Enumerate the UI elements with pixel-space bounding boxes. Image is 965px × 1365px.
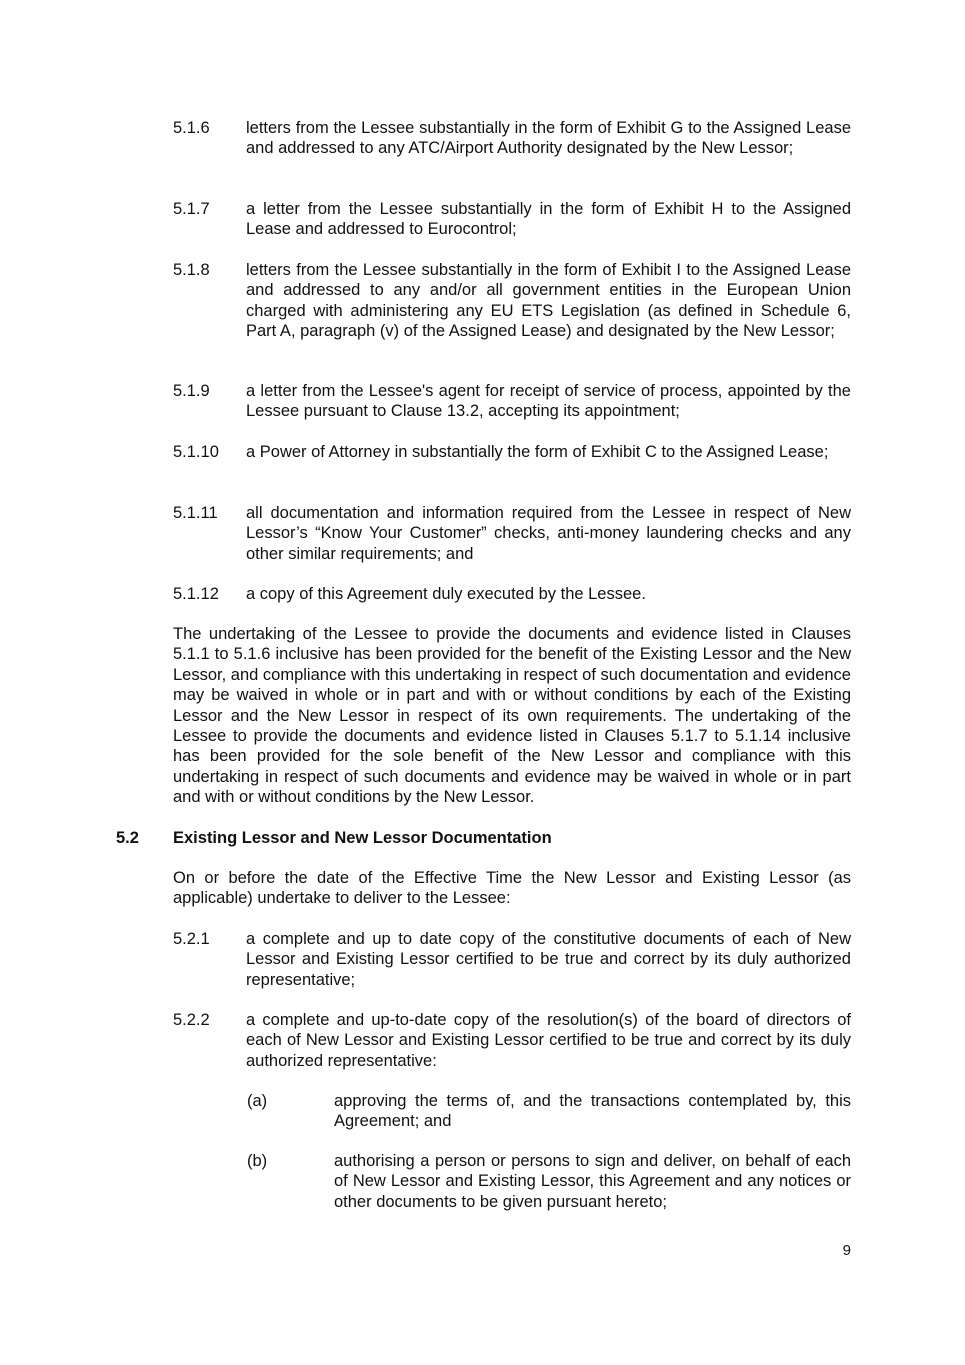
clause-text: a letter from the Lessee substantially in the form of Exhibit H to the Assigned Lease and addressed to Eurocontrol; (246, 200, 851, 239)
clause-5-2-2 (173, 1010, 851, 1071)
subclause-b (247, 1151, 851, 1212)
clause-number: 5.2.1 (173, 930, 210, 948)
clause-5-2-1 (173, 929, 851, 990)
clause-text: a Power of Attorney in substantially the form of Exhibit C to the Assigned Lease; (246, 443, 829, 461)
clause-text: letters from the Lessee substantially in the form of Exhibit G to the Assigned Lease and addressed to any ATC/Airport Authority designated by the New Lessor; (246, 119, 851, 158)
clause-text: a copy of this Agreement duly executed by the Lessee. (246, 585, 646, 603)
clause-5-1-11 (173, 503, 851, 564)
clause-number: 5.1.6 (173, 119, 210, 137)
section-5-2-intro: On or before the date of the Effective Time the New Lessor and Existing Lessor (as applicable) undertake to deliver to the Lessee: (173, 869, 851, 908)
clause-text: a complete and up to date copy of the constitutive documents of each of New Lessor and Existing Lessor certified to be true and correct by its duly authorized representative; (246, 930, 851, 989)
subclause-a (247, 1091, 851, 1132)
clause-5-1-7 (173, 199, 851, 240)
subclause-number: (a) (247, 1092, 268, 1110)
subclause-text: approving the terms of, and the transactions contemplated by, this Agreement; and (334, 1092, 851, 1131)
clause-5-1-10 (173, 442, 851, 462)
clause-number: 5.1.11 (173, 504, 218, 522)
subclause-number: (b) (247, 1152, 268, 1170)
clause-text: a letter from the Lessee's agent for receipt of service of process, appointed by the Lessee pursuant to Clause 13.2, accepting its appointment; (246, 382, 851, 421)
clause-text: a complete and up-to-date copy of the resolution(s) of the board of directors of each of New Lessor and Existing Lessor certified to be true and correct by its duly authorized representative: (246, 1011, 851, 1070)
clause-number: 5.1.10 (173, 443, 219, 461)
section-title: Existing Lessor and New Lessor Documentation (173, 829, 552, 847)
clause-number: 5.1.9 (173, 382, 210, 400)
clause-5-1-6 (173, 118, 851, 159)
clause-number: 5.1.12 (173, 585, 219, 603)
clause-5-1-8 (173, 260, 851, 342)
clause-number: 5.1.7 (173, 200, 210, 218)
clause-text: all documentation and information required from the Lessee in respect of New Lessor’s “Know Your Customer” checks, anti-money laundering checks and any other similar requirements; and (246, 504, 851, 563)
clause-number: 5.1.8 (173, 261, 210, 279)
undertaking-paragraph: The undertaking of the Lessee to provide the documents and evidence listed in Clauses 5.1.1 to 5.1.6 inclusive has been provided for the benefit of the Existing Lessor and the New Lessor, and compliance with this undertaking in respect of such documentation and evidence may be waived in whole or in part and with or without conditions by each of the Existing Lessor and the New Lessor in respect of its own requirements. The undertaking of the Lessee to provide the documents and evidence listed in Clauses 5.1.7 to 5.1.14 inclusive has been provided for the sole benefit of the New Lessor and compliance with this undertaking in respect of such documents and evidence may be waived in whole or in part and with or without conditions by the New Lessor. (173, 625, 851, 807)
subclause-text: authorising a person or persons to sign and deliver, on behalf of each of New Lessor and Existing Lessor, this Agreement and any notices or other documents to be given pursuant hereto; (334, 1152, 851, 1211)
page-number: 9 (842, 1242, 851, 1259)
clause-5-1-12 (173, 584, 851, 604)
clause-5-1-9 (173, 381, 851, 422)
section-number: 5.2 (116, 829, 139, 847)
clause-number: 5.2.2 (173, 1011, 210, 1029)
clause-text: letters from the Lessee substantially in the form of Exhibit I to the Assigned Lease and addressed to any and/or all government entities in the European Union charged with administering any EU ETS Legislation (as defined in Schedule 6, Part A, paragraph (v) of the Assigned Lease) and designated by the New Lessor; (246, 261, 851, 341)
